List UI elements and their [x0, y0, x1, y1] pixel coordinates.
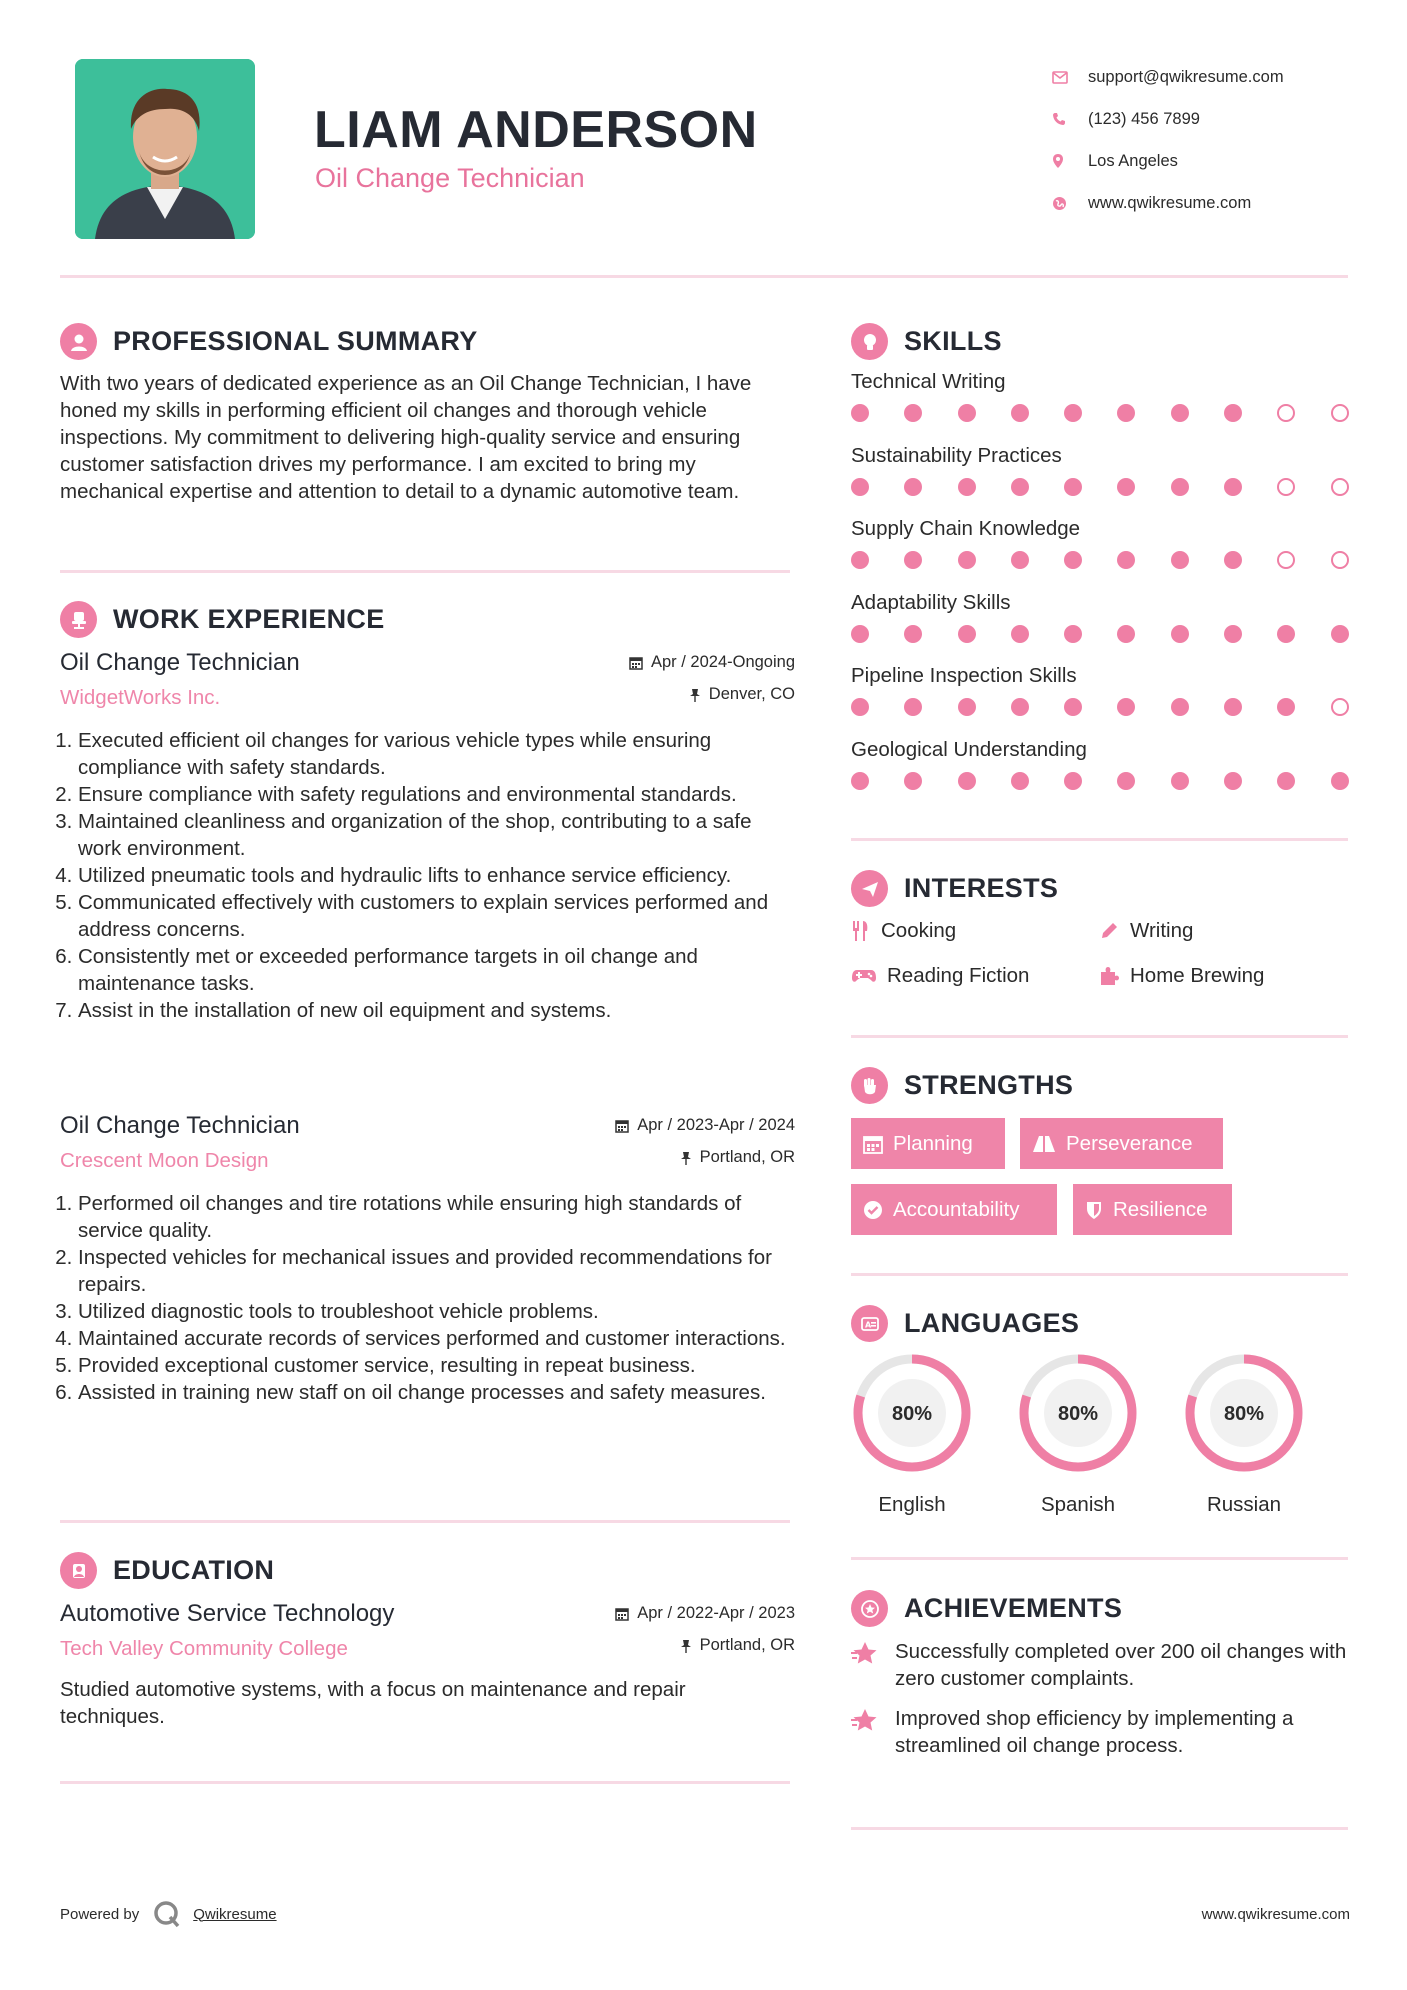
job-task-list [60, 1190, 795, 1406]
summary-text: With two years of dedicated experience as an Oil Change Technician, I have honed my skills in performing efficient oil changes and thorough vehicle inspections. My commitment to delivering high-quality service and ensuring customer satisfaction drives my performance. I am excited to bring my mechanical expertise and attention to detail to a dynamic automotive team. [60, 372, 752, 503]
candidate-title: Oil Change Technician [315, 163, 585, 193]
education-description: Studied automotive systems, with a focus on maintenance and repair techniques. [60, 1678, 686, 1728]
footer-brand-link[interactable]: Qwikresume [193, 1905, 277, 1923]
interests-heading: INTERESTS [851, 870, 1058, 907]
job-task: 3. Utilized diagnostic tools to troubleshoot vehicle problems. [78, 1298, 795, 1325]
footer-powered-by: Powered by Qwikresume [60, 1900, 277, 1928]
skill-rating [851, 551, 1351, 569]
skill-item [851, 444, 1351, 518]
rating-dot [1011, 625, 1029, 643]
strength-tag: Perseverance [1020, 1118, 1223, 1169]
map-pin-icon [1052, 153, 1088, 169]
rating-dot [851, 625, 869, 643]
experience-divider [60, 1520, 790, 1523]
achievements-heading: ACHIEVEMENTS [851, 1590, 1122, 1627]
envelope-icon [1052, 71, 1088, 84]
skill-item [851, 370, 1351, 444]
calendar-icon [615, 1607, 629, 1621]
rating-dot [1011, 551, 1029, 569]
rating-dot [958, 551, 976, 569]
rating-dot [1117, 698, 1135, 716]
strength-tag: Resilience [1073, 1184, 1232, 1235]
rating-dot [1331, 404, 1349, 422]
skills-list [851, 370, 1351, 811]
road-icon [1032, 1135, 1056, 1153]
pushpin-icon [680, 1151, 692, 1165]
rating-dot [1224, 772, 1242, 790]
interest-item: Cooking [851, 919, 956, 943]
language-progress-ring [1183, 1352, 1305, 1474]
job-location: Portland, OR [680, 1148, 795, 1167]
job-task: 2. Inspected vehicles for mechanical issues and provided recommendations for repairs. [78, 1244, 795, 1298]
language-progress-ring [1017, 1352, 1139, 1474]
summary-heading: PROFESSIONAL SUMMARY [60, 323, 478, 360]
languages-divider [851, 1557, 1348, 1560]
rating-dot [1277, 625, 1295, 643]
language-percent: 80% [1223, 1403, 1265, 1425]
office-chair-icon [60, 601, 97, 638]
interest-item: Reading Fiction [851, 964, 1029, 988]
education-divider [60, 1781, 790, 1784]
pushpin-icon [689, 688, 701, 702]
skill-item [851, 517, 1351, 591]
rating-dot [1331, 698, 1349, 716]
rating-dot [1064, 551, 1082, 569]
job-task: 4. Maintained accurate records of services performed and customer interactions. [78, 1325, 795, 1352]
rating-dot [1171, 625, 1189, 643]
skill-rating [851, 698, 1351, 716]
strength-tag: Accountability [851, 1184, 1057, 1235]
language-item [1183, 1352, 1305, 1517]
footer-website[interactable]: www.qwikresume.com [1201, 1906, 1350, 1923]
star-icon [851, 1640, 883, 1666]
pencil-icon [1098, 920, 1120, 942]
education-heading: EDUCATION [60, 1552, 274, 1589]
language-progress-ring [851, 1352, 973, 1474]
rating-dot [1171, 478, 1189, 496]
rating-dot [1064, 625, 1082, 643]
achievements-divider [851, 1827, 1348, 1830]
language-name: Russian [1206, 1493, 1282, 1516]
fist-icon [851, 1067, 888, 1104]
job-task-list [60, 727, 795, 1024]
rating-dot [1224, 698, 1242, 716]
job-task: 7. Assist in the installation of new oil equipment and systems. [78, 997, 795, 1024]
rating-dot [904, 551, 922, 569]
education-date: Apr / 2022-Apr / 2023 [615, 1604, 795, 1623]
rating-dot [1277, 404, 1295, 422]
rating-dot [958, 404, 976, 422]
skill-item [851, 738, 1351, 812]
skills-divider [851, 838, 1348, 841]
rating-dot [1277, 551, 1295, 569]
rating-dot [904, 478, 922, 496]
rating-dot [851, 772, 869, 790]
rating-dot [1064, 404, 1082, 422]
rating-dot [958, 625, 976, 643]
rating-dot [851, 698, 869, 716]
skill-name: Technical Writing [851, 370, 1006, 393]
rating-dot [958, 478, 976, 496]
rating-dot [1117, 551, 1135, 569]
check-circle-icon [863, 1200, 883, 1220]
header-divider [60, 275, 1348, 278]
rating-dot [1117, 404, 1135, 422]
calendar-icon [615, 1119, 629, 1133]
graduate-icon [60, 1552, 97, 1589]
rating-dot [1064, 698, 1082, 716]
skill-rating [851, 404, 1351, 422]
strengths-heading: STRENGTHS [851, 1067, 1073, 1104]
rating-dot [1277, 698, 1295, 716]
skills-heading: SKILLS [851, 323, 1002, 360]
rating-dot [1224, 478, 1242, 496]
skill-rating [851, 625, 1351, 643]
globe-icon [1052, 196, 1088, 211]
calendar-icon [629, 656, 643, 670]
experience-heading: WORK EXPERIENCE [60, 601, 385, 638]
job-title: Oil Change Technician [60, 1112, 300, 1139]
language-item [851, 1352, 973, 1517]
language-icon [851, 1305, 888, 1342]
profile-photo [75, 59, 255, 239]
rating-dot [1117, 772, 1135, 790]
rating-dot [1064, 478, 1082, 496]
utensils-icon [851, 920, 871, 942]
job-entry [60, 649, 795, 1024]
lightbulb-icon [851, 323, 888, 360]
rating-dot [1011, 478, 1029, 496]
rating-dot [1277, 772, 1295, 790]
interest-item: Writing [1098, 919, 1193, 943]
job-company: Crescent Moon Design [60, 1149, 269, 1172]
skill-item [851, 664, 1351, 738]
pushpin-icon [680, 1639, 692, 1653]
degree-title: Automotive Service Technology [60, 1600, 395, 1627]
job-task: 3. Maintained cleanliness and organization of the shop, contributing to a safe work environment. [78, 808, 795, 862]
job-date: Apr / 2023-Apr / 2024 [615, 1116, 795, 1135]
skill-name: Adaptability Skills [851, 590, 1011, 614]
rating-dot [1064, 772, 1082, 790]
job-location: Denver, CO [689, 685, 795, 704]
job-task: 1. Executed efficient oil changes for various vehicle types while ensuring compliance with safety standards. [78, 727, 795, 781]
language-percent: 80% [1057, 1403, 1099, 1425]
rating-dot [1011, 772, 1029, 790]
rating-dot [1171, 698, 1189, 716]
job-task: 5. Communicated effectively with customers to explain services performed and address concerns. [78, 889, 795, 943]
job-task: 4. Utilized pneumatic tools and hydraulic lifts to enhance service efficiency. [78, 862, 795, 889]
rating-dot [1331, 625, 1349, 643]
skill-rating [851, 478, 1351, 496]
rating-dot [958, 772, 976, 790]
language-percent: 80% [891, 1403, 933, 1425]
user-icon [60, 323, 97, 360]
svg-text:A: A [864, 1320, 871, 1329]
rating-dot [958, 698, 976, 716]
skill-name: Sustainability Practices [851, 443, 1062, 467]
interest-item: Home Brewing [1098, 964, 1264, 988]
star-icon [851, 1707, 883, 1733]
rating-dot [1224, 404, 1242, 422]
rating-dot [1171, 404, 1189, 422]
candidate-name: LIAM ANDERSON [314, 101, 758, 159]
puzzle-icon [1098, 965, 1120, 987]
paper-plane-icon [851, 870, 888, 907]
contact-email[interactable]: support@qwikresume.com [1052, 56, 1382, 98]
qwikresume-logo-icon [153, 1900, 181, 1928]
summary-divider [60, 570, 790, 573]
strength-tag: Planning [851, 1118, 1005, 1169]
gamepad-icon [851, 967, 877, 985]
rating-dot [1011, 698, 1029, 716]
calendar-icon [863, 1134, 883, 1154]
education-location: Portland, OR [680, 1636, 795, 1655]
rating-dot [1331, 478, 1349, 496]
achievement-item: Improved shop efficiency by implementing a streamlined oil change process. [851, 1705, 1351, 1759]
skill-item [851, 591, 1351, 665]
rating-dot [904, 772, 922, 790]
rating-dot [1277, 478, 1295, 496]
rating-dot [1331, 772, 1349, 790]
skill-name: Pipeline Inspection Skills [851, 664, 1077, 687]
contact-block [1052, 56, 1382, 224]
job-title: Oil Change Technician [60, 649, 300, 676]
skill-name: Supply Chain Knowledge [851, 517, 1081, 540]
shield-icon [1085, 1200, 1103, 1220]
job-task: 1. Performed oil changes and tire rotations while ensuring high standards of service quality. [78, 1190, 795, 1244]
language-item [1017, 1352, 1139, 1517]
rating-dot [1171, 551, 1189, 569]
contact-phone[interactable]: (123) 456 7899 [1052, 98, 1382, 140]
rating-dot [904, 698, 922, 716]
job-entry [60, 1112, 795, 1406]
languages-heading: A LANGUAGES [851, 1305, 1079, 1342]
rating-dot [851, 404, 869, 422]
rating-dot [904, 625, 922, 643]
rating-dot [851, 551, 869, 569]
education-entry [60, 1600, 795, 1730]
strengths-divider [851, 1273, 1348, 1276]
medal-icon [851, 1590, 888, 1627]
language-name: English [878, 1493, 946, 1516]
language-name: Spanish [1040, 1493, 1116, 1516]
rating-dot [1224, 551, 1242, 569]
interests-divider [851, 1035, 1348, 1038]
school-name: Tech Valley Community College [60, 1637, 348, 1660]
rating-dot [1224, 625, 1242, 643]
rating-dot [1117, 478, 1135, 496]
contact-website[interactable]: www.qwikresume.com [1052, 182, 1382, 224]
contact-location: Los Angeles [1052, 140, 1382, 182]
skill-rating [851, 772, 1351, 790]
skill-name: Geological Understanding [851, 737, 1087, 761]
job-task: 5. Provided exceptional customer service, resulting in repeat business. [78, 1352, 795, 1379]
job-task: 6. Assisted in training new staff on oil change processes and safety measures. [78, 1379, 795, 1406]
phone-icon [1052, 112, 1088, 126]
rating-dot [851, 478, 869, 496]
rating-dot [1117, 625, 1135, 643]
rating-dot [1331, 551, 1349, 569]
job-date: Apr / 2024-Ongoing [629, 653, 795, 672]
rating-dot [904, 404, 922, 422]
rating-dot [1171, 772, 1189, 790]
job-task: 2. Ensure compliance with safety regulations and environmental standards. [78, 781, 795, 808]
rating-dot [1011, 404, 1029, 422]
job-company: WidgetWorks Inc. [60, 686, 221, 709]
job-task: 6. Consistently met or exceeded performance targets in oil change and maintenance tasks. [78, 943, 795, 997]
achievement-item: Successfully completed over 200 oil changes with zero customer complaints. [851, 1638, 1351, 1692]
